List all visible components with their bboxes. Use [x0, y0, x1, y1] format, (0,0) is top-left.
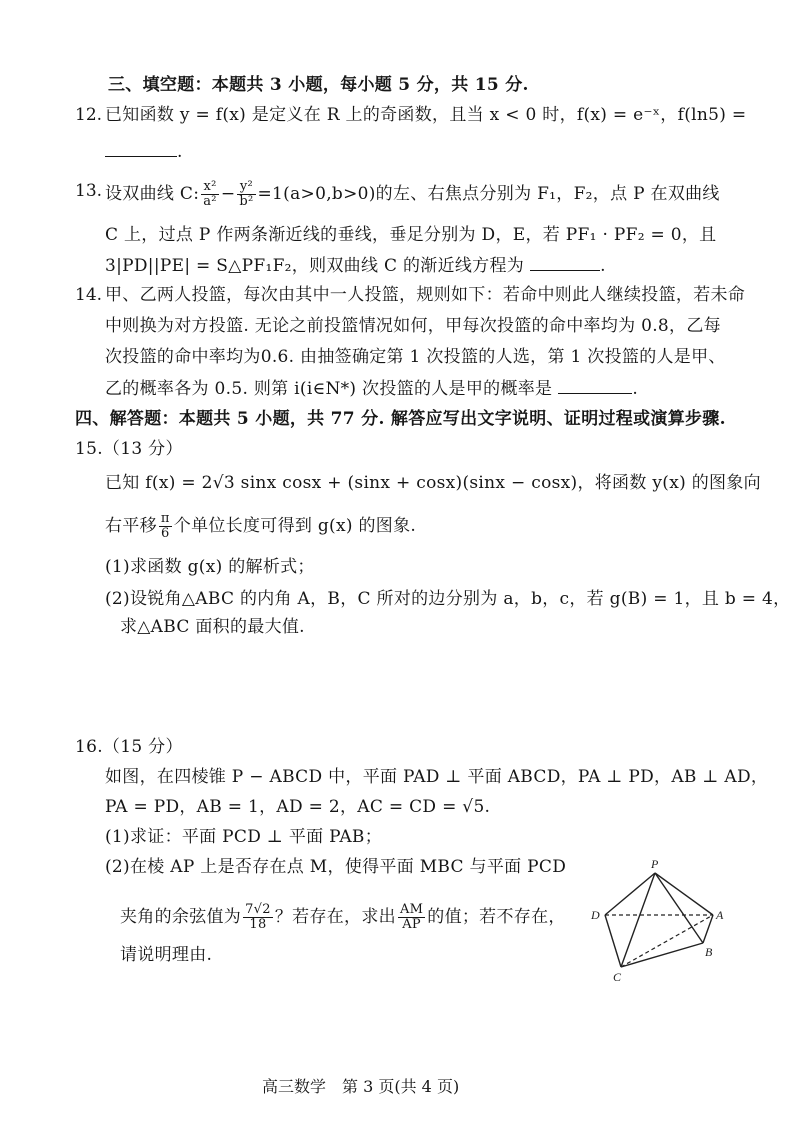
- q12-number: 12.: [75, 105, 103, 125]
- edge-DC: [605, 915, 621, 967]
- q15-line1: 已知 f(x) = 2√3 sinx cosx + (sinx + cosx)(sinx − cosx)，将函数 y(x) 的图象向: [105, 473, 761, 493]
- q12-end: .: [177, 142, 183, 162]
- q13-x2: x²: [201, 180, 219, 195]
- q16-ap: AP: [402, 917, 421, 932]
- q14-number: 14.: [75, 285, 103, 305]
- edge-CA-hidden: [621, 915, 713, 967]
- q15-line2-post: 个单位长度可得到 g(x) 的图象.: [173, 516, 417, 536]
- q16-part2b-post: 的值；若不存在，: [427, 907, 566, 927]
- label-B: B: [705, 945, 713, 959]
- q13-line1-pre: 设双曲线 C:: [105, 184, 200, 204]
- q16-frac-num: 7√2: [245, 902, 271, 917]
- q16-part1: (1)求证：平面 PCD ⊥ 平面 PAB；: [105, 827, 383, 847]
- label-A: A: [716, 908, 724, 922]
- q16-cos-fraction: [243, 903, 273, 932]
- q13-y2: y²: [237, 180, 255, 195]
- pyramid-figure: [585, 855, 735, 985]
- q15-six: 6: [161, 526, 170, 541]
- q14-line2: 中则换为对方投篮. 无论之前投篮情况如何，甲每次投篮的命中率均为 0.8，乙每: [105, 316, 721, 336]
- q16-line2: PA = PD，AB = 1，AD = 2，AC = CD = √5.: [105, 797, 491, 817]
- q14-blank: [558, 377, 632, 394]
- q16-part2a: (2)在棱 AP 上是否存在点 M，使得平面 MBC 与平面 PCD: [105, 857, 567, 877]
- page-footer: 高三数学 第 3 页(共 4 页): [262, 1077, 460, 1096]
- q13-number: 13.: [75, 181, 103, 201]
- q14-end: .: [632, 379, 639, 399]
- edge-PB: [655, 873, 703, 943]
- edge-CB: [621, 943, 703, 967]
- q16-line1: 如图，在四棱锥 P − ABCD 中，平面 PAD ⊥ 平面 ABCD，PA ⊥ PD，AB ⊥ AD，: [105, 767, 769, 787]
- q15-line2-pre: 右平移: [105, 516, 157, 536]
- label-C: C: [613, 970, 622, 984]
- q13-line1-post: =1(a>0,b>0)的左、右焦点分别为 F₁，F₂，点 P 在双曲线: [257, 184, 720, 204]
- q16-am: AM: [399, 902, 424, 917]
- q13-a2: a²: [203, 194, 217, 209]
- section4-heading: 四、解答题：本题共 5 小题，共 77 分. 解答应写出文字说明、证明过程或演算步骤.: [75, 409, 726, 429]
- section3-heading: 三、填空题：本题共 3 小题，每小题 5 分，共 15 分.: [108, 75, 529, 95]
- q13-x2-over-a2: [201, 180, 219, 209]
- q15-pi-over-6: [159, 512, 172, 541]
- edge-PA: [655, 873, 713, 915]
- q12-blank: [105, 140, 177, 157]
- q15-line2: [105, 512, 416, 541]
- q16-am-over-ap: [398, 903, 425, 932]
- label-P: P: [651, 857, 659, 871]
- q13-blank: [530, 254, 600, 271]
- q12-text: 已知函数 y = f(x) 是定义在 R 上的奇函数，且当 x < 0 时，f(x) = e⁻ˣ，f(ln5) =: [105, 105, 747, 125]
- q13-line2: C 上，过点 P 作两条渐近线的垂线，垂足分别为 D，E，若 PF₁ · PF₂ = 0，且: [105, 225, 717, 245]
- q12-answer-line: [105, 140, 183, 163]
- q13-line3-text: 3|PD||PE| = S△PF₁F₂，则双曲线 C 的渐近线方程为: [105, 256, 525, 276]
- q16-frac-den: 18: [249, 917, 267, 932]
- q15-header: 15.（13 分）: [75, 439, 183, 459]
- q16-part2b: [120, 903, 566, 932]
- q13-b2: b²: [239, 194, 254, 209]
- q14-line4-text: 乙的概率各为 0.5. 则第 i(i∈N*) 次投篮的人是甲的概率是: [105, 379, 553, 399]
- q16-header: 16.（15 分）: [75, 737, 183, 757]
- q15-pi: π: [160, 511, 170, 526]
- q13-line1: 设双曲线 C: $\frac{\text{x²}}{\text{a²}}$ − $\frac{\text{y²}}{\text{b²}}$ =1(a>0,b>0)的左、右焦点分别为 F₁，F₂，点 P 在双曲线: [105, 179, 720, 209]
- q15-part1: (1)求函数 g(x) 的解析式；: [105, 557, 315, 577]
- q15-part2b: 求△ABC 面积的最大值.: [120, 617, 305, 637]
- q16-part2b-mid: ？若存在，求出: [274, 907, 396, 927]
- q16-part2b-pre: 夹角的余弦值为: [120, 907, 242, 927]
- edge-AB: [703, 915, 713, 943]
- q14-line4: [105, 377, 638, 400]
- q13-line3: [105, 254, 606, 277]
- q14-line3: 次投篮的命中率均为0.6. 由抽签确定第 1 次投篮的人选，第 1 次投篮的人是甲、: [105, 347, 726, 367]
- q14-line1: 甲、乙两人投篮，每次由其中一人投篮，规则如下：若命中则此人继续投篮，若未命: [105, 285, 746, 305]
- q16-part2c: 请说明理由.: [120, 945, 213, 965]
- q13-end: .: [600, 256, 606, 276]
- q15-part2a: (2)设锐角△ABC 的内角 A，B，C 所对的边分别为 a，b，c，若 g(B) = 1，且 b = 4，: [105, 589, 791, 609]
- label-D: D: [591, 908, 600, 922]
- q13-y2-over-b2: [237, 180, 255, 209]
